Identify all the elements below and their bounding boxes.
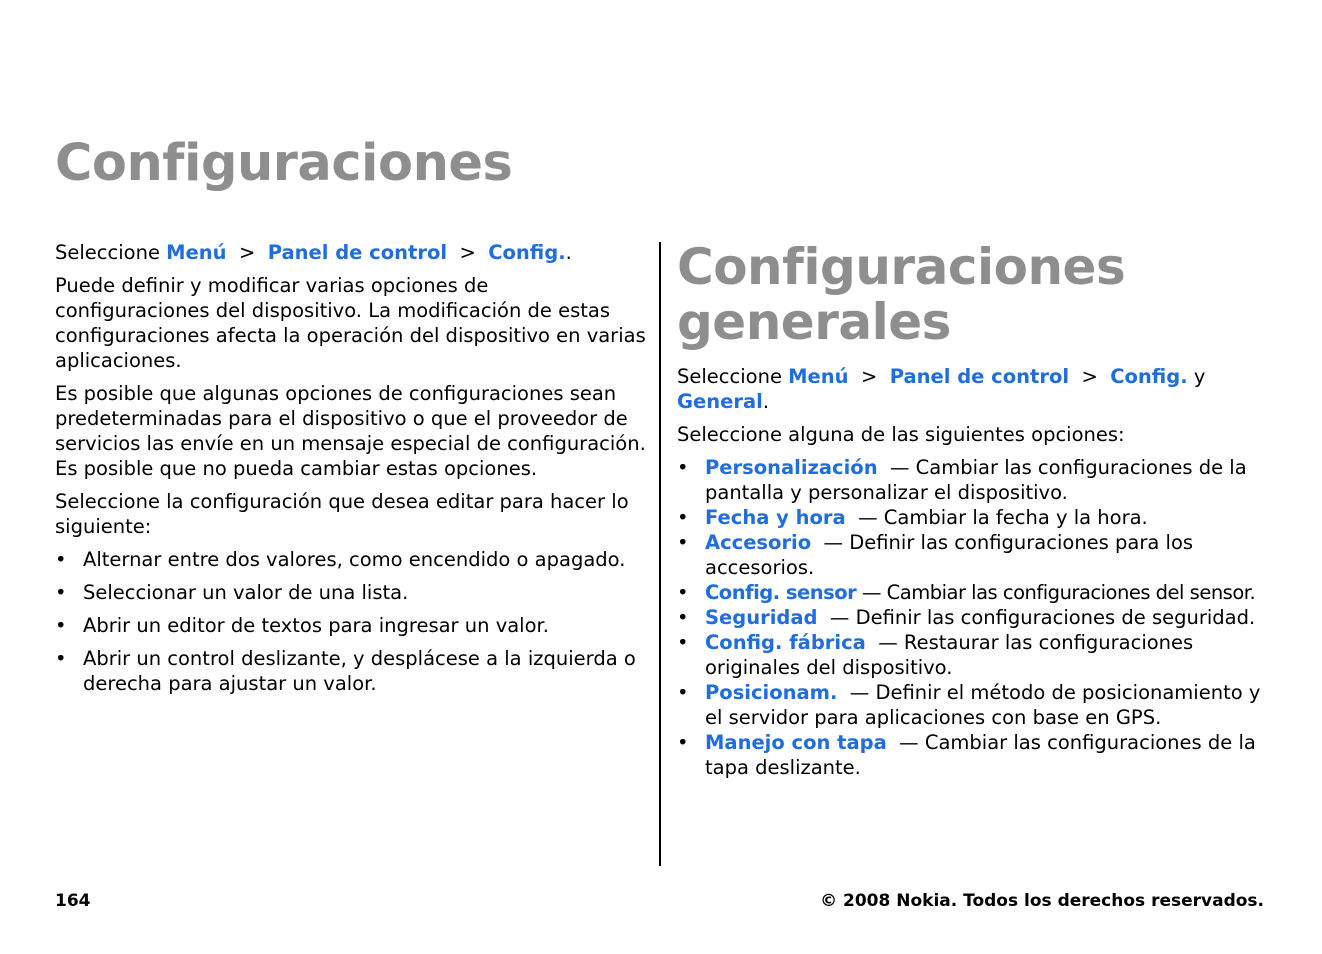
list-item (55, 646, 647, 696)
option-link-accesorio[interactable]: Accesorio (705, 531, 812, 554)
list-item-text: Alternar entre dos valores, como encendido o apagado. (83, 548, 626, 571)
nav-prefix: Seleccione (677, 365, 789, 388)
page-number: 164 (55, 891, 91, 911)
option-posicionam (677, 680, 1273, 730)
nav-joiner: y (1187, 365, 1206, 388)
options-list (677, 455, 1273, 780)
nav-prefix: Seleccione (55, 241, 167, 264)
paragraph: Seleccione la configuración que desea editar para hacer lo siguiente: (55, 490, 629, 538)
right-column (677, 240, 1273, 780)
option-accesorio (677, 530, 1273, 580)
option-description: — Cambiar las configuraciones de la pantalla y personalizar el dispositivo. (705, 456, 1247, 504)
column-divider (659, 242, 661, 866)
option-link-posicionam[interactable]: Posicionam. (705, 681, 838, 704)
nav-link-config[interactable]: Config. (488, 241, 566, 264)
option-link-seguridad[interactable]: Seguridad (705, 606, 818, 629)
copyright-notice: © 2008 Nokia. Todos los derechos reservados. (820, 891, 1264, 911)
nav-link-config[interactable]: Config. (1110, 365, 1188, 388)
option-description: — Definir las configuraciones para los accesorios. (705, 531, 1194, 579)
option-description: — Cambiar las configuraciones de la tapa deslizante. (705, 731, 1256, 779)
option-fecha-y-hora (677, 505, 1273, 530)
bullet-icon: • (55, 548, 67, 571)
option-manejo-con-tapa (677, 730, 1273, 780)
bullet-icon: • (677, 606, 689, 629)
nav-link-menu[interactable]: Menú (788, 365, 849, 388)
option-description: — Cambiar la fecha y la hora. (851, 506, 1148, 529)
option-link-personalizacion[interactable]: Personalización (705, 456, 878, 479)
bullet-icon: • (677, 581, 689, 604)
nav-link-panel-de-control[interactable]: Panel de control (889, 365, 1070, 388)
list-item-text: Abrir un editor de textos para ingresar un valor. (83, 614, 549, 637)
bullet-icon: • (677, 456, 689, 479)
option-description: — Definir las configuraciones de seguridad. (823, 606, 1256, 629)
bullet-icon: • (677, 631, 689, 654)
list-item (55, 580, 647, 605)
nav-link-general[interactable]: General (677, 390, 763, 413)
option-description: — Definir el método de posicionamiento y el servidor para aplicaciones con base en GPS. (705, 681, 1261, 729)
page-title: Configuraciones (55, 134, 513, 193)
nav-separator: > (238, 241, 256, 264)
bullet-icon: • (677, 506, 689, 529)
option-description: — Cambiar las configuraciones del sensor. (856, 581, 1256, 604)
option-config-fabrica (677, 630, 1273, 680)
bullet-icon: • (55, 581, 67, 604)
nav-suffix: . (762, 390, 770, 413)
list-item-text: Seleccionar un valor de una lista. (83, 581, 409, 604)
section-title: Configuraciones generales (677, 238, 1126, 351)
option-link-config-fabrica[interactable]: Config. fábrica (705, 631, 866, 654)
option-description: — Restaurar las configuraciones originales del dispositivo. (705, 631, 1194, 679)
option-seguridad (677, 605, 1273, 630)
left-nav-path (55, 240, 647, 265)
option-config-sensor (677, 580, 1273, 605)
list-item (55, 547, 647, 572)
left-bullet-list (55, 547, 647, 696)
option-personalizacion (677, 455, 1273, 505)
bullet-icon: • (677, 731, 689, 754)
options-intro: Seleccione alguna de las siguientes opciones: (677, 423, 1125, 446)
option-link-fecha-y-hora[interactable]: Fecha y hora (705, 506, 846, 529)
paragraph: Es posible que algunas opciones de configuraciones sean predeterminadas para el dispositivo o que el proveedor de servicios las envíe en un mensaje especial de configuración. Es posible que no pueda cambiar estas opciones. (55, 382, 646, 480)
option-link-manejo-con-tapa[interactable]: Manejo con tapa (705, 731, 887, 754)
nav-link-panel-de-control[interactable]: Panel de control (267, 241, 448, 264)
option-link-config-sensor[interactable]: Config. sensor (705, 581, 857, 604)
left-column (55, 240, 647, 704)
bullet-icon: • (55, 614, 67, 637)
list-item (55, 613, 647, 638)
right-nav-path (677, 364, 1273, 414)
bullet-icon: • (55, 647, 67, 670)
paragraph: Puede definir y modificar varias opciones de configuraciones del dispositivo. La modificación de estas configuraciones afecta la operación del dispositivo en varias aplicaciones. (55, 274, 646, 372)
nav-separator: > (860, 365, 878, 388)
nav-separator: > (459, 241, 476, 264)
list-item-text: Abrir un control deslizante, y desplácese a la izquierda o derecha para ajustar un valor. (83, 647, 636, 695)
nav-suffix: . (565, 241, 572, 264)
bullet-icon: • (677, 531, 689, 554)
nav-separator: > (1081, 365, 1098, 388)
nav-link-menu[interactable]: Menú (166, 241, 227, 264)
bullet-icon: • (677, 681, 689, 704)
